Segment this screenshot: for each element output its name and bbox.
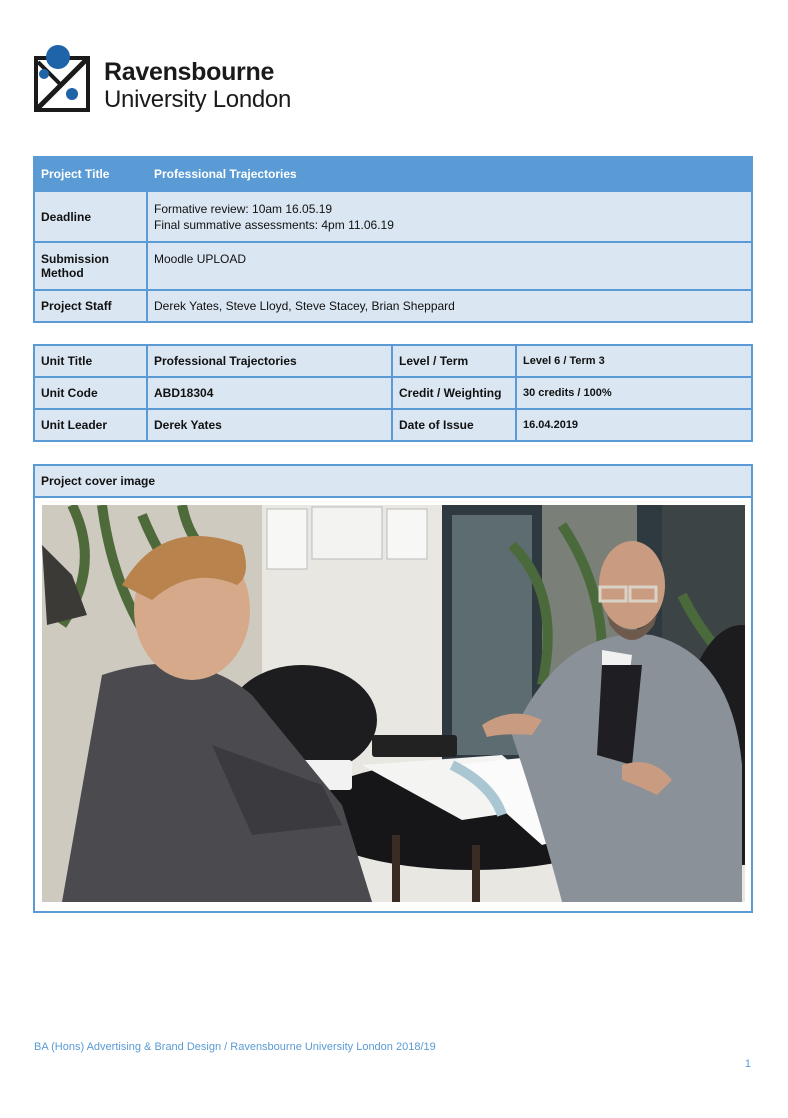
university-logo bbox=[34, 44, 324, 118]
staff-value: Derek Yates, Steve Lloyd, Steve Stacey, Brian Sheppard bbox=[147, 290, 752, 322]
ravensbourne-logo-mark-icon bbox=[34, 44, 96, 118]
unit-title-label: Unit Title bbox=[34, 345, 147, 377]
submission-label bbox=[34, 242, 147, 290]
deadline-summative: Final summative assessments: 4pm 11.06.19 bbox=[154, 217, 394, 232]
date-of-issue-label: Date of Issue bbox=[392, 409, 516, 441]
page-number: 1 bbox=[744, 1058, 751, 1070]
unit-title-value: Professional Trajectories bbox=[147, 345, 392, 377]
cover-photo bbox=[42, 505, 745, 902]
cover-image-cell bbox=[34, 497, 752, 912]
cover-image-table bbox=[33, 464, 753, 913]
unit-table bbox=[33, 344, 753, 442]
submission-row bbox=[34, 242, 752, 290]
submission-label-line2: Method bbox=[41, 266, 84, 280]
date-of-issue-value: 16.04.2019 bbox=[516, 409, 752, 441]
project-title-label: Project Title bbox=[34, 157, 147, 191]
unit-title-row bbox=[34, 345, 752, 377]
deadline-formative: Formative review: 10am 16.05.19 bbox=[154, 201, 333, 216]
project-title-row bbox=[34, 157, 752, 191]
project-title-value: Professional Trajectories bbox=[147, 157, 752, 191]
unit-code-row bbox=[34, 377, 752, 409]
submission-label-line1: Submission bbox=[41, 252, 110, 266]
staff-row bbox=[34, 290, 752, 322]
level-term-value: Level 6 / Term 3 bbox=[516, 345, 752, 377]
unit-code-value: ABD18304 bbox=[147, 377, 392, 409]
cover-image-label: Project cover image bbox=[34, 465, 752, 497]
deadline-label: Deadline bbox=[34, 191, 147, 242]
staff-label: Project Staff bbox=[34, 290, 147, 322]
level-term-label: Level / Term bbox=[392, 345, 516, 377]
deadline-value bbox=[147, 191, 752, 242]
logo-name: Ravensbourne bbox=[104, 58, 275, 86]
submission-value: Moodle UPLOAD bbox=[147, 242, 752, 290]
cover-image-row bbox=[34, 497, 752, 912]
cover-image-header-row bbox=[34, 465, 752, 497]
unit-code-label: Unit Code bbox=[34, 377, 147, 409]
unit-leader-label: Unit Leader bbox=[34, 409, 147, 441]
footer-text: BA (Hons) Advertising & Brand Design / Ravensbourne University London 2018/19 bbox=[34, 1041, 436, 1053]
logo-subtitle: University London bbox=[104, 86, 292, 113]
credit-weighting-label: Credit / Weighting bbox=[392, 377, 516, 409]
credit-weighting-value: 30 credits / 100% bbox=[516, 377, 752, 409]
unit-leader-row bbox=[34, 409, 752, 441]
unit-leader-value: Derek Yates bbox=[147, 409, 392, 441]
deadline-row bbox=[34, 191, 752, 242]
project-table bbox=[33, 156, 753, 323]
